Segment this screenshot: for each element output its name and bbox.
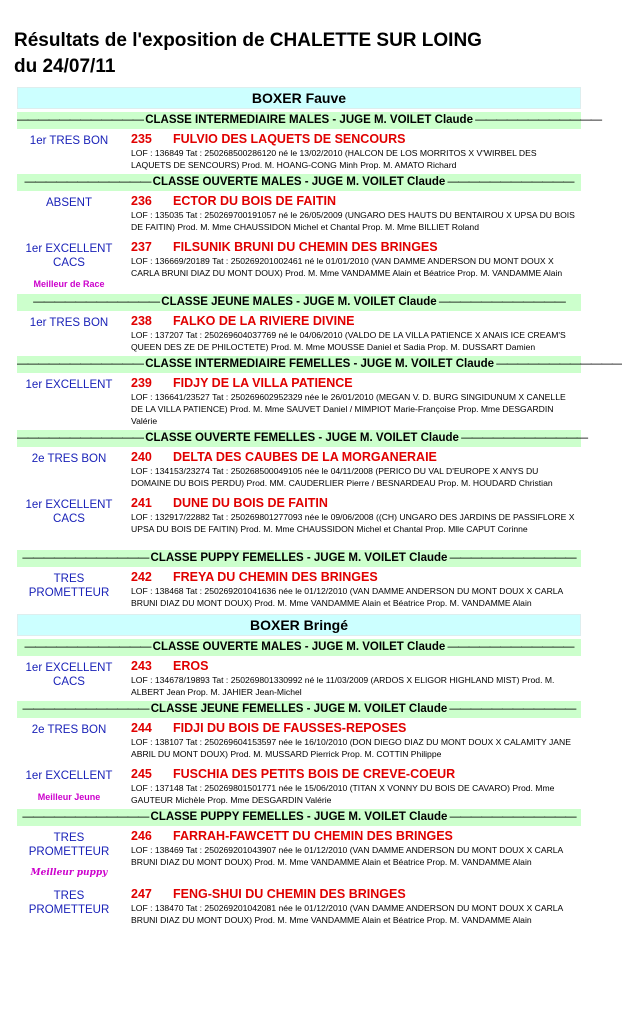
result-text: TRES PROMETTEUR [28,573,110,599]
dog-pedigree: LOF : 132917/22882 Tat : 250269801277093 née le 09/06/2008 ((CH) UNGARO DES JARDINS DE PASSIFLORE X UPSA DU BOIS DE FAITIN) Prod. M. Mme CHAUSSIDON Michel et Chantal Prop. Mlle CAPUT Corinne [131,512,575,534]
result-text: 1er TRES BON [29,317,109,329]
dog-details [121,449,581,489]
dog-heading [131,766,581,782]
result-text: 1er TRES BON [29,135,109,147]
entry-result [17,239,121,291]
catalog-number: 238 [131,314,152,328]
special-prize: Meilleur de Race [33,279,105,289]
dog-details [121,239,581,291]
entry-row [17,886,581,926]
catalog-number: 243 [131,659,152,673]
dog-name: FALKO DE LA RIVIERE DIVINE [173,314,355,328]
dog-heading [131,375,581,391]
title-line-1: Résultats de l'exposition de CHALETTE SUR LOING [14,30,482,51]
class-rule-right: ———————————— [445,641,574,653]
dog-heading [131,193,581,209]
entry-row [17,449,581,489]
dog-heading [131,131,581,147]
result-text: 2e TRES BON [31,724,107,736]
breed-header: BOXER Bringé [17,614,581,636]
dog-heading [131,569,581,585]
dog-pedigree: LOF : 137148 Tat : 250269801501771 née le 15/06/2010 (TITAN X VONNY DU BOIS DE CAVARO) Prod. Mme GAUTEUR Michèle Prop. Mme DESGARDIN Valérie [131,783,555,805]
dog-heading [131,449,581,465]
entry-row [17,569,581,609]
catalog-number: 247 [131,887,152,901]
entry-row [17,193,581,233]
entry-row [17,131,581,171]
class-name: CLASSE OUVERTE FEMELLES - JUGE M. VOILET Claude [145,432,459,444]
result-text: ABSENT [45,197,92,209]
dog-name: FIDJY DE LA VILLA PATIENCE [173,376,353,390]
class-header [17,550,581,567]
dog-details [121,193,581,233]
class-rule-right: ———————————— [458,432,588,444]
catalog-number: 246 [131,829,152,843]
dog-name: FIDJI DU BOIS DE FAUSSES-REPOSES [173,721,407,735]
result-text: TRES PROMETTEUR [28,832,110,858]
result-text: TRES PROMETTEUR [28,890,110,916]
special-prize: Meilleur puppy [30,868,108,878]
result-text: 1er EXCELLENT [25,379,113,391]
dog-name: DUNE DU BOIS DE FAITIN [173,496,328,510]
dog-details [121,313,581,353]
class-rule-right: ———————————— [494,358,622,370]
entry-result [17,569,121,609]
dog-name: FREYA DU CHEMIN DES BRINGES [173,570,378,584]
dog-pedigree: LOF : 134153/23274 Tat : 250268500049105 née le 04/11/2008 (PERICO DU VAL D'EUROPE X ANYS DU DOMAINE DU BOIS PERDU) Prod. MM. CAUDERLIER Pierre / BESNARDEAU Prop. M. HOUDARD Christian [131,466,553,488]
class-header [17,112,602,129]
class-name: CLASSE OUVERTE MALES - JUGE M. VOILET Claude [152,641,446,653]
class-rule-right: ———————————— [447,811,576,823]
entry-row [17,313,581,353]
dog-name: DELTA DES CAUBES DE LA MORGANERAIE [173,450,437,464]
class-header [17,809,581,826]
dog-heading [131,658,581,674]
class-rule-right: ———————————— [447,703,576,715]
catalog-number: 237 [131,240,152,254]
class-rule-left: ———————————— [17,432,146,444]
class-header [17,639,581,656]
class-name: CLASSE OUVERTE MALES - JUGE M. VOILET Claude [152,176,446,188]
dog-heading [131,313,581,329]
title-line-2: du 24/07/11 [14,56,116,77]
dog-pedigree: LOF : 134678/19893 Tat : 250269801330992 né le 11/03/2009 (ARDOS X ELIGOR HIGHLAND MIST) Prod. M. ALBERT Jean Prop. M. JAHIER Jean-Michel [131,675,555,697]
entry-result [17,313,121,353]
dog-name: FULVIO DES LAQUETS DE SENCOURS [173,132,406,146]
class-header [17,294,581,311]
catalog-number: 242 [131,570,152,584]
entry-row [17,720,581,760]
dog-name: FILSUNIK BRUNI DU CHEMIN DES BRINGES [173,240,438,254]
dog-pedigree: LOF : 138469 Tat : 250269201043907 née le 01/12/2010 (VAN DAMME ANDERSON DU MONT DOUX X CARLA BRUNI DIAZ DU MONT DOUX) Prod. M. Mme VANDAMME Alain et Béatrice Prop. M. VANDAMME Alain [131,845,563,867]
dog-heading [131,886,581,902]
entry-result [17,131,121,171]
result-text: 1er EXCELLENT [25,770,113,782]
class-header [17,174,581,191]
dog-heading [131,495,581,511]
entry-row [17,828,581,880]
dog-name: EROS [173,659,209,673]
class-header [17,430,588,447]
class-rule-left: ———————————— [24,176,153,188]
result-text: 1er EXCELLENT CACS [25,662,113,688]
dog-pedigree: LOF : 136641/23527 Tat : 250269602952329 née le 26/01/2010 (MEGAN V. D. BURG SINGIDUNUM X CANELLE DE LA VILLA PATIENCE) Prod. M. Mme SAUVET Daniel / MIMPIOT Marie-Françoise Prop. Mme DESGARDIN Valérie [131,392,566,426]
dog-pedigree: LOF : 138468 Tat : 250269201041636 née le 01/12/2010 (VAN DAMME ANDERSON DU MONT DOUX X CARLA BRUNI DIAZ DU MONT DOUX) Prod. M. Mme VANDAMME Alain et Béatrice Prop. M. VANDAMME Alain [131,586,563,608]
class-rule-right: ———————————— [445,176,574,188]
class-name: CLASSE JEUNE FEMELLES - JUGE M. VOILET Claude [150,703,448,715]
entry-result [17,720,121,760]
dog-details [121,828,581,880]
breed-header: BOXER Fauve [17,87,581,109]
entry-result [17,375,121,427]
class-rule-left: ———————————— [33,296,162,308]
class-rule-left: ———————————— [17,114,146,126]
entry-result [17,193,121,233]
entry-row [17,658,581,698]
result-text: 2e TRES BON [31,453,107,465]
dog-heading [131,828,581,844]
dog-details [121,886,581,926]
catalog-number: 235 [131,132,152,146]
dog-pedigree: LOF : 137207 Tat : 250269604037769 né le 04/06/2010 (VALDO DE LA VILLA PATIENCE X ANAIS ICE CREAM'S QUEEN DES ZE DE PHILOCTETE) Prod. M. Mme MOUSSE Daniel et Sadia Prop. M. DUSSART Damien [131,330,566,352]
dog-name: ECTOR DU BOIS DE FAITIN [173,194,336,208]
class-rule-left: ———————————— [22,811,151,823]
dog-details [121,766,581,806]
page-title [14,28,482,80]
entry-result [17,658,121,698]
entry-row [17,375,581,427]
dog-name: FENG-SHUI DU CHEMIN DES BRINGES [173,887,406,901]
entry-row [17,495,581,535]
class-rule-right: ———————————— [436,296,565,308]
results-sheet [17,87,622,926]
dog-details [121,131,581,171]
catalog-number: 236 [131,194,152,208]
dog-pedigree: LOF : 136669/20189 Tat : 250269201002461 né le 01/01/2010 (VAN DAMME ANDERSON DU MONT DOUX X CARLA BRUNI DIAZ DU MONT DOUX) Prod. M. Mme VANDAMME Alain et Béatrice Prop. M. VANDAMME Alain [131,256,563,278]
result-text: 1er EXCELLENT CACS [25,499,113,525]
class-rule-right: ———————————— [447,552,576,564]
entry-result [17,886,121,926]
entry-result [17,495,121,535]
class-header [17,356,622,373]
dog-details [121,495,581,535]
catalog-number: 239 [131,376,152,390]
catalog-number: 245 [131,767,152,781]
class-name: CLASSE PUPPY FEMELLES - JUGE M. VOILET Claude [150,552,448,564]
entry-result [17,828,121,880]
class-rule-left: ———————————— [22,703,151,715]
class-rule-left: ———————————— [17,358,146,370]
dog-details [121,658,581,698]
class-rule-left: ———————————— [22,552,151,564]
dog-pedigree: LOF : 136849 Tat : 250268500286120 né le 13/02/2010 (HALCON DE LOS MORRITOS X V'WIRBEL DES LAQUETS DE SENCOURS) Prod. M. HOANG-CONG Minh Prop. M. AMATO Richard [131,148,537,170]
dog-heading [131,720,581,736]
special-prize: Meilleur Jeune [37,792,101,802]
entry-row [17,239,581,291]
dog-pedigree: LOF : 138470 Tat : 250269201042081 née le 01/12/2010 (VAN DAMME ANDERSON DU MONT DOUX X CARLA BRUNI DIAZ DU MONT DOUX) Prod. M. Mme VANDAMME Alain et Béatrice Prop. M. VANDAMME Alain [131,903,563,925]
dog-pedigree: LOF : 135035 Tat : 250269700191057 né le 26/05/2009 (UNGARO DES HAUTS DU BENTAIROU X UPSA DU BOIS DE FAITIN) Prod. M. Mme CHAUSSIDON Michel et Chantal Prop. M. Mme BILLIET Roland [131,210,575,232]
catalog-number: 240 [131,450,152,464]
class-rule-right: ———————————— [472,114,602,126]
catalog-number: 244 [131,721,152,735]
dog-name: FUSCHIA DES PETITS BOIS DE CREVE-COEUR [173,767,456,781]
class-name: CLASSE JEUNE MALES - JUGE M. VOILET Claude [161,296,437,308]
class-name: CLASSE INTERMEDIAIRE FEMELLES - JUGE M. VOILET Claude [145,358,495,370]
entry-result [17,766,121,806]
dog-heading [131,239,581,255]
class-header [17,701,581,718]
class-name: CLASSE INTERMEDIAIRE MALES - JUGE M. VOILET Claude [145,114,473,126]
class-rule-left: ———————————— [24,641,153,653]
dog-pedigree: LOF : 138107 Tat : 250269604153597 née le 16/10/2010 (DON DIEGO DIAZ DU MONT DOUX X CALAMITY JANE ABRIL DU MONT DOUX) Prod. M. MUSSARD Pierrick Prop. M. COTTIN Philippe [131,737,571,759]
dog-details [121,375,581,427]
dog-details [121,569,581,609]
result-text: 1er EXCELLENT CACS [25,243,113,269]
catalog-number: 241 [131,496,152,510]
class-spacer [17,535,581,547]
entry-result [17,449,121,489]
entry-row [17,766,581,806]
class-name: CLASSE PUPPY FEMELLES - JUGE M. VOILET Claude [150,811,448,823]
dog-details [121,720,581,760]
dog-name: FARRAH-FAWCETT DU CHEMIN DES BRINGES [173,829,453,843]
